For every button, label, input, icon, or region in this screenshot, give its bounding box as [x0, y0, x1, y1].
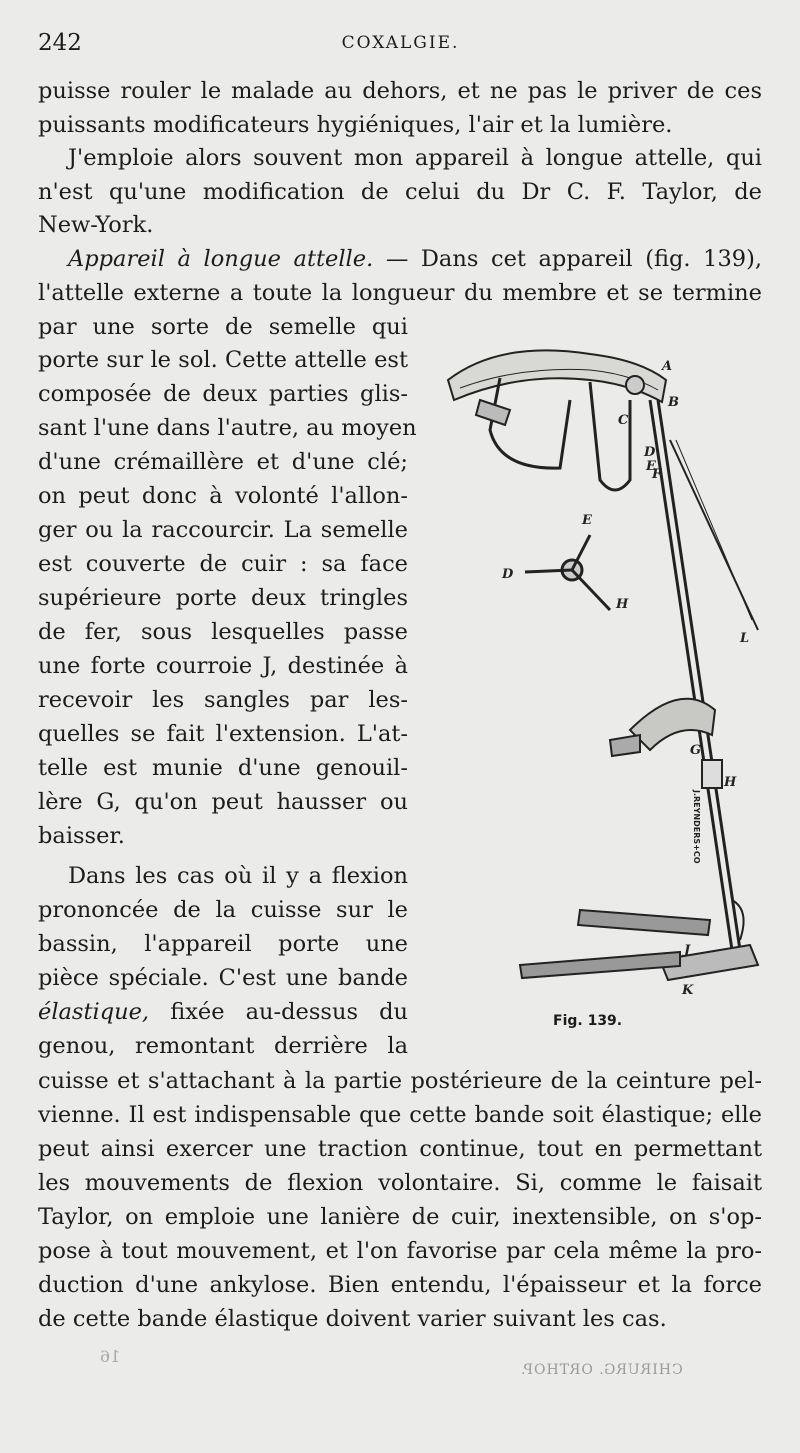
- text-line: une forte courroie J, destinée à: [38, 653, 408, 679]
- text-line: genou, remontant derrière la: [38, 1033, 408, 1059]
- text-line: puisse rouler le malade au dehors, et ne pas le priver de ces: [38, 78, 762, 104]
- text-line: porte sur le sol. Cette attelle est: [38, 347, 408, 373]
- text-line: baisser.: [38, 823, 125, 849]
- text-line: lère G, qu'on peut hausser ou: [38, 789, 408, 815]
- text-line: quelles se fait l'extension. L'at-: [38, 721, 408, 747]
- figure-label: E: [646, 459, 656, 474]
- text-line: Dans les cas où il y a flexion: [68, 863, 408, 889]
- text-line: on peut donc à volonté l'allon-: [38, 483, 408, 509]
- text-line: ger ou la raccourcir. La semelle: [38, 517, 408, 543]
- running-title: COXALGIE.: [341, 33, 460, 53]
- text-line: pièce spéciale. C'est une bande: [38, 965, 408, 991]
- text-line: J'emploie alors souvent mon appareil à longue attelle, qui: [68, 145, 762, 171]
- text-line: supérieure porte deux tringles: [38, 585, 408, 611]
- page-number: 242: [38, 30, 82, 56]
- text-line: telle est munie d'une genouil-: [38, 755, 408, 781]
- figure-label: K: [682, 983, 694, 998]
- text-line: [38, 244, 762, 274]
- maker-mark: J.REYNDERS+CO: [692, 790, 701, 864]
- text-line: vienne. Il est indispensable que cette bande soit élastique; elle: [38, 1102, 762, 1128]
- foot-plate: [520, 900, 758, 980]
- page-header: [38, 30, 763, 62]
- figure-label: B: [668, 395, 679, 410]
- text-fragment: — Dans cet appareil (fig. 139),: [385, 246, 762, 272]
- text-line: [38, 997, 408, 1027]
- figure-label: G: [690, 743, 702, 758]
- text-line: par une sorte de semelle qui: [38, 314, 408, 340]
- text-line: duction d'une ankylose. Bien entendu, l'épaisseur et la force: [38, 1272, 762, 1298]
- figure-label: H: [724, 775, 737, 790]
- text-line: New-York.: [38, 212, 154, 238]
- text-line: les mouvements de flexion volontaire. Si, comme le faisait: [38, 1170, 762, 1196]
- text-line: l'attelle externe a toute la longueur du membre et se termine: [38, 280, 762, 306]
- section-heading: Appareil à longue attelle.: [68, 246, 374, 272]
- knee-cap: [610, 699, 722, 788]
- figure-caption: Fig. 139.: [553, 1013, 623, 1029]
- text-line: n'est qu'une modification de celui du Dr C. F. Taylor, de: [38, 179, 762, 205]
- figure-label: H: [616, 597, 629, 612]
- figure-label: D: [502, 567, 514, 582]
- figure-label: J: [684, 943, 691, 958]
- text-line: prononcée de la cuisse sur le: [38, 897, 408, 923]
- text-line: recevoir les sangles par les-: [38, 687, 408, 713]
- bleed-through-text: CHIRURG. ORTHOP.: [520, 1362, 683, 1378]
- text-line: de cette bande élastique doivent varier suivant les cas.: [38, 1306, 667, 1332]
- text-line: d'une crémaillère et d'une clé;: [38, 449, 408, 475]
- pelvic-belt: [448, 350, 666, 490]
- text-line: peut ainsi exercer une traction continue, tout en permettant: [38, 1136, 762, 1162]
- figure-label: F: [652, 467, 662, 482]
- key-detail: [525, 535, 610, 610]
- text-line: cuisse et s'attachant à la partie postérieure de la ceinture pel-: [38, 1068, 762, 1094]
- figure-label: E: [582, 513, 592, 528]
- text-line: de fer, sous lesquelles passe: [38, 619, 408, 645]
- text-fragment: fixée au-dessus du: [170, 999, 409, 1025]
- figure-label: D: [644, 445, 656, 460]
- text-line: sant l'une dans l'autre, au moyen: [38, 415, 417, 441]
- text-line: pose à tout mouvement, et l'on favorise par cela même la pro-: [38, 1238, 762, 1264]
- italic-word: élastique,: [38, 999, 150, 1025]
- lateral-splint: [650, 400, 758, 950]
- figure-label: A: [662, 359, 673, 374]
- figure-label: L: [740, 631, 750, 646]
- splint-illustration: [440, 340, 770, 1000]
- text-line: est couverte de cuir : sa face: [38, 551, 408, 577]
- figure-label: C: [618, 413, 629, 428]
- text-line: bassin, l'appareil porte une: [38, 931, 408, 957]
- text-line: Taylor, on emploie une lanière de cuir, inextensible, on s'op-: [38, 1204, 762, 1230]
- bleed-through-number: 16: [100, 1347, 121, 1366]
- text-line: composée de deux parties glis-: [38, 381, 408, 407]
- text-line: puissants modificateurs hygiéniques, l'air et la lumière.: [38, 112, 673, 138]
